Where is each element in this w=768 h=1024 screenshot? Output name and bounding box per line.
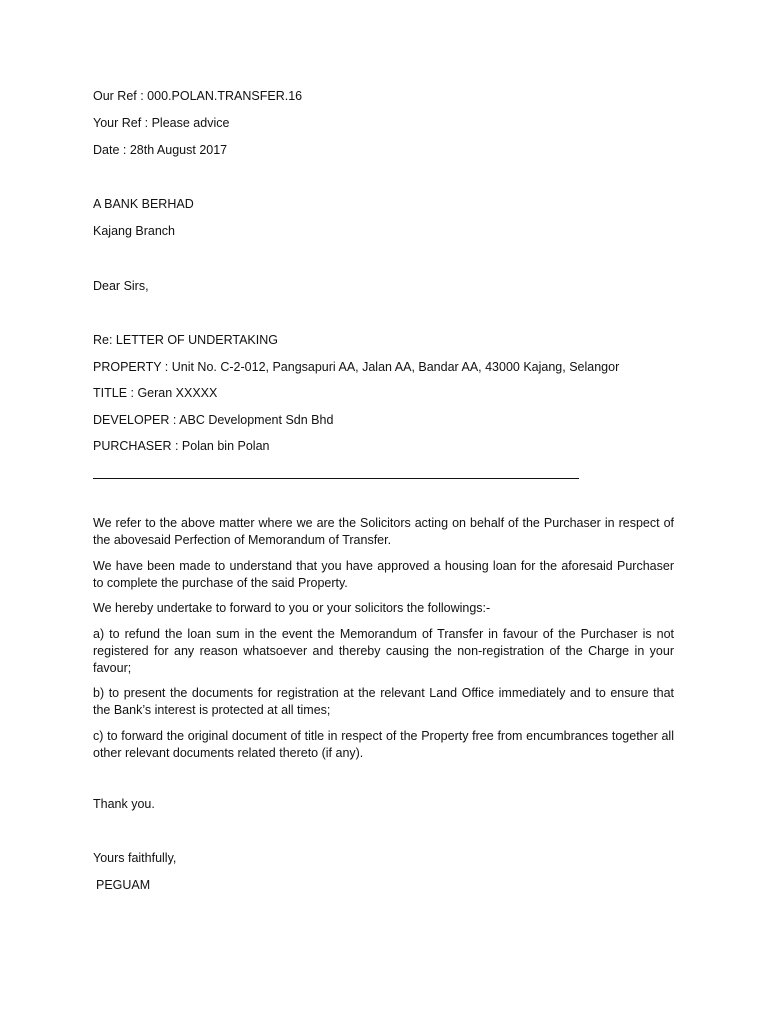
undertaking-item-b: b) to present the documents for registration at the relevant Land Office immediately and to ensure that the Bank’s interest is protected at all times; (93, 686, 674, 717)
body-paragraph-3: We hereby undertake to forward to you or your solicitors the followings:- (93, 601, 491, 615)
body-paragraph-2: We have been made to understand that you have approved a housing loan for the aforesaid Purchaser to complete the purchase of the said Property. (93, 559, 674, 590)
undertaking-item-a: a) to refund the loan sum in the event the Memorandum of Transfer in favour of the Purchaser is not registered for any reason whatsoever and thereby causing the non-registration of the Charge in your favour; (93, 627, 674, 675)
your-ref: Your Ref : Please advice (93, 116, 230, 130)
subject-title: TITLE : Geran XXXXX (93, 386, 218, 400)
undertaking-item-c: c) to forward the original document of title in respect of the Property free from encumbrances together all other relevant documents related thereto (if any). (93, 729, 674, 760)
separator-rule (93, 478, 579, 479)
recipient-name: A BANK BERHAD (93, 197, 194, 211)
subject-purchaser: PURCHASER : Polan bin Polan (93, 439, 270, 453)
subject-developer: DEVELOPER : ABC Development Sdn Bhd (93, 413, 334, 427)
letter-date: Date : 28th August 2017 (93, 143, 228, 157)
subject-property: PROPERTY : Unit No. C-2-012, Pangsapuri AA, Jalan AA, Bandar AA, 43000 Kajang, Selangor (93, 360, 620, 374)
salutation: Dear Sirs, (93, 279, 149, 293)
body-paragraph-1: We refer to the above matter where we are the Solicitors acting on behalf of the Purchaser in respect of the abovesaid Perfection of Memorandum of Transfer. (93, 516, 674, 547)
subject-re: Re: LETTER OF UNDERTAKING (93, 333, 278, 347)
signatory: PEGUAM (96, 878, 151, 892)
recipient-branch: Kajang Branch (93, 224, 176, 238)
signoff: Yours faithfully, (93, 851, 177, 865)
thank-you: Thank you. (93, 797, 155, 811)
our-ref: Our Ref : 000.POLAN.TRANSFER.16 (93, 89, 303, 103)
